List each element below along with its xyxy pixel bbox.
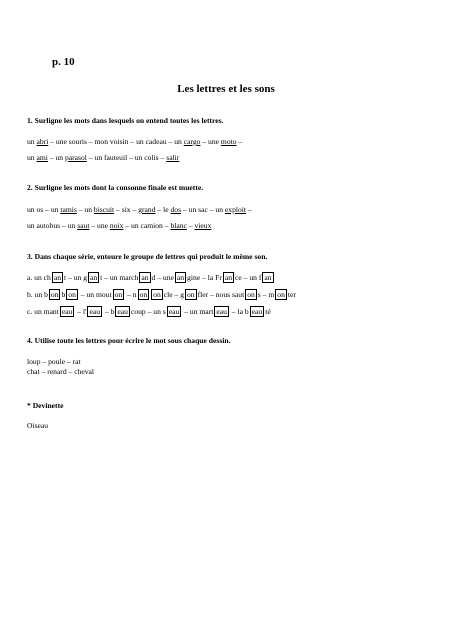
text-segment: – n bbox=[125, 290, 137, 299]
underlined-word: blanc bbox=[170, 221, 187, 230]
circled-letters: an bbox=[53, 273, 61, 282]
text-segment: b bbox=[61, 290, 66, 299]
text-segment: t – un g bbox=[64, 273, 87, 282]
text-segment: fler – nous saut bbox=[197, 290, 245, 299]
circled-letters: eau bbox=[117, 307, 128, 316]
text-segment: – un sac – un bbox=[181, 205, 225, 214]
exercise-2-heading: 2. Surligne les mots dont la consonne finale est muette. bbox=[27, 183, 204, 192]
text-segment: d – une bbox=[151, 273, 174, 282]
underlined-word: noix bbox=[109, 221, 124, 230]
exercise-3-line-a bbox=[27, 272, 275, 283]
underlined-word: exploit bbox=[224, 205, 247, 214]
underlined-word: moto bbox=[220, 137, 237, 146]
text-segment: – bbox=[186, 221, 195, 230]
page-number: p. 10 bbox=[52, 56, 75, 68]
text-segment: a. un ch bbox=[27, 273, 51, 282]
circled-letters: eau bbox=[216, 307, 227, 316]
exercise-1-line-1 bbox=[27, 137, 242, 146]
circled-letters: on bbox=[187, 290, 195, 299]
text-segment: cle – g bbox=[163, 290, 184, 299]
circled-letters: an bbox=[264, 273, 272, 282]
circled-letters: on bbox=[277, 290, 285, 299]
riddle-heading: * Devinette bbox=[27, 401, 64, 410]
text-segment: – six – bbox=[114, 205, 139, 214]
text-segment: un bbox=[27, 137, 37, 146]
text-segment: – une bbox=[89, 221, 110, 230]
text-segment: – la b bbox=[229, 307, 249, 316]
underlined-word: vieux bbox=[194, 221, 212, 230]
text-segment: – un mart bbox=[182, 307, 214, 316]
exercise-3-line-b bbox=[27, 289, 296, 300]
text-segment: – l' bbox=[75, 307, 87, 316]
exercise-1-heading: 1. Surligne les mots dans lesquels on entend toutes les lettres. bbox=[27, 116, 224, 125]
text-segment: – un mout bbox=[78, 290, 112, 299]
text-segment: un autobus – un bbox=[27, 221, 78, 230]
underlined-word: saut bbox=[77, 221, 90, 230]
circled-letters: on bbox=[50, 290, 59, 299]
circled-letters: on bbox=[139, 290, 148, 299]
exercise-3-line-c bbox=[27, 306, 271, 317]
text-segment: t – un march bbox=[100, 273, 139, 282]
text-segment: ce – un f bbox=[235, 273, 262, 282]
exercise-1-line-2 bbox=[27, 153, 179, 162]
underlined-word: abri bbox=[36, 137, 49, 146]
underlined-word: cargo bbox=[183, 137, 201, 146]
circled-letters: on bbox=[153, 290, 161, 299]
circled-letters: an bbox=[90, 273, 98, 282]
text-segment: coup – un s bbox=[130, 307, 166, 316]
text-segment: un os – un bbox=[27, 205, 61, 214]
underlined-word: dos bbox=[170, 205, 182, 214]
exercise-4-line-1: loup – poule – rat bbox=[27, 357, 81, 366]
circled-letters: an bbox=[176, 273, 185, 282]
circled-letters: eau bbox=[251, 307, 263, 316]
exercise-4-line-2: chat – renard – cheval bbox=[27, 367, 95, 376]
text-segment: té bbox=[265, 307, 271, 316]
underlined-word: parasol bbox=[64, 153, 87, 162]
text-segment: – b bbox=[103, 307, 115, 316]
circled-letters: an bbox=[141, 273, 149, 282]
underlined-word: grand bbox=[138, 205, 156, 214]
text-segment: – un fauteuil – un colis – bbox=[86, 153, 167, 162]
circled-letters: eau bbox=[61, 307, 73, 316]
text-segment: – une bbox=[200, 137, 221, 146]
underlined-word: tamis bbox=[60, 205, 77, 214]
circled-letters: eau bbox=[168, 307, 180, 316]
riddle-answer: Oiseau bbox=[27, 421, 49, 430]
exercise-4-heading: 4. Utilise toute les lettres pour écrire le mot sous chaque dessin. bbox=[27, 336, 231, 345]
text-segment: – le bbox=[155, 205, 171, 214]
circled-letters: on bbox=[68, 290, 76, 299]
text-segment: – une souris – mon voisin – un cadeau – un bbox=[48, 137, 184, 146]
text-segment: – un bbox=[76, 205, 94, 214]
underlined-word: biscuit bbox=[93, 205, 115, 214]
text-segment: – un bbox=[47, 153, 65, 162]
exercise-2-line-1 bbox=[27, 205, 252, 214]
text-segment: b. un b bbox=[27, 290, 48, 299]
text-segment: – bbox=[236, 137, 243, 146]
circled-letters: an bbox=[224, 273, 233, 282]
text-segment: s – m bbox=[257, 290, 275, 299]
text-segment: ter bbox=[287, 290, 296, 299]
circled-letters: on bbox=[114, 290, 123, 299]
text-segment: c. un mant bbox=[27, 307, 59, 316]
underlined-word: ami bbox=[36, 153, 48, 162]
text-segment: gine – la Fr bbox=[187, 273, 222, 282]
underlined-word: salir bbox=[166, 153, 180, 162]
circled-letters: on bbox=[247, 290, 255, 299]
text-segment: un bbox=[27, 153, 37, 162]
exercise-2-line-2 bbox=[27, 221, 211, 230]
page-title: Les lettres et les sons bbox=[177, 83, 275, 95]
circled-letters: eau bbox=[89, 307, 101, 316]
text-segment: – bbox=[246, 205, 252, 214]
text-segment: – un camion – bbox=[123, 221, 171, 230]
exercise-3-heading: 3. Dans chaque série, entoure le groupe de lettres qui produit le même son. bbox=[27, 252, 268, 261]
